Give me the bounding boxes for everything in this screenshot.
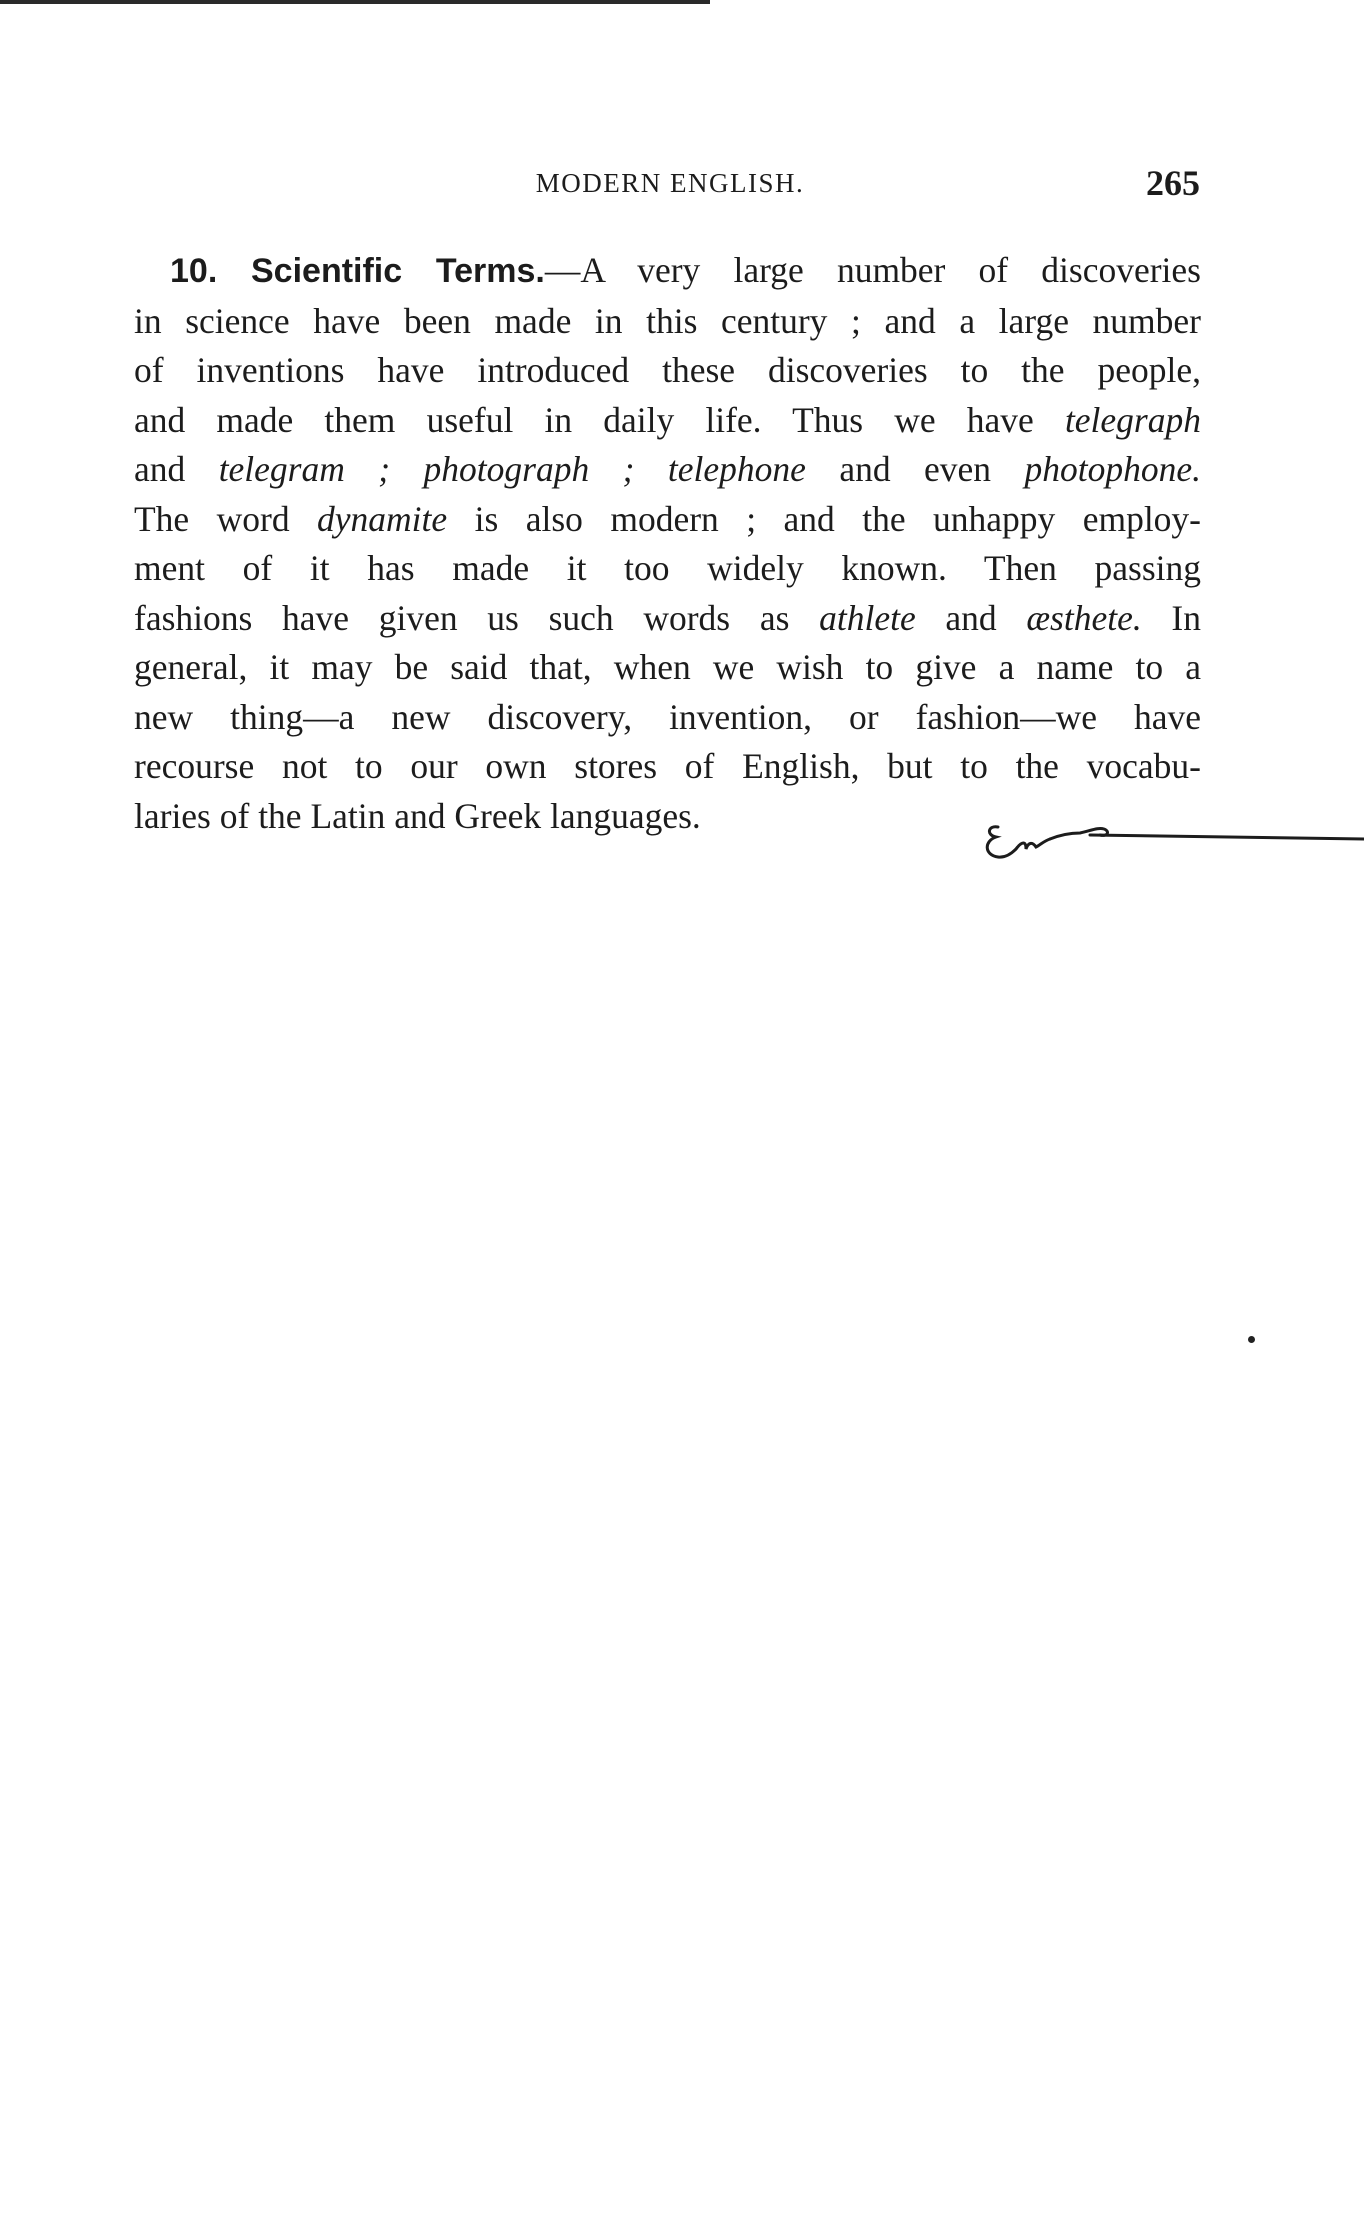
paragraph-line-8 [134, 594, 1201, 644]
paragraph-line-4 [134, 396, 1201, 446]
paragraph-line-2 [134, 297, 1201, 347]
page-header [140, 163, 1200, 208]
section-paragraph [134, 246, 1201, 841]
line-text: In [1141, 597, 1202, 638]
paragraph-line-10 [134, 693, 1201, 743]
line-text: laries of the Latin and Greek languages. [134, 795, 701, 836]
section-heading: 10. Scientific Terms. [170, 252, 545, 290]
line-text: —A very large number of discoveries [544, 250, 1201, 290]
italic-term-dynamite: dynamite [317, 498, 448, 539]
italic-terms-telegram-photograph-telephone: telegram ; photograph ; telephone [218, 449, 806, 489]
top-edge-rule [0, 0, 710, 4]
paragraph-line-6 [134, 495, 1201, 545]
line-text: is also modern ; and the unhappy employ- [447, 498, 1202, 539]
italic-term-athlete: athlete [819, 597, 916, 638]
line-text: and even [805, 449, 1025, 489]
line-text: new thing—a new discovery, invention, or fashion—we have [134, 696, 1201, 737]
ink-speck [1248, 1336, 1255, 1343]
line-text: and [915, 597, 1027, 638]
paragraph-line-3 [134, 346, 1201, 396]
paragraph-line-1 [134, 246, 1201, 297]
paragraph-line-11 [134, 742, 1201, 792]
running-head: MODERN ENGLISH. [535, 168, 805, 198]
handwritten-flourish [980, 805, 1364, 875]
line-text: recourse not to our own stores of English, but to the vocabu- [134, 746, 1201, 786]
line-text: general, it may be said that, when we wish to give a name to a [134, 647, 1201, 687]
line-text: and [134, 449, 219, 489]
line-text: The word [134, 498, 318, 539]
line-text: fashions have given us such words as [134, 597, 820, 638]
line-text: and made them useful in daily life. Thus we have [134, 399, 1065, 440]
page-number: 265 [1146, 163, 1200, 203]
line-text: ment of it has made it too widely known. Then passing [134, 548, 1201, 588]
italic-term-aesthete: æsthete. [1026, 597, 1142, 638]
paragraph-line-7 [134, 544, 1201, 594]
line-text: of inventions have introduced these discoveries to the people, [134, 350, 1201, 390]
paragraph-line-9 [134, 643, 1201, 693]
line-text: in science have been made in this century ; and a large number [134, 300, 1201, 341]
italic-term-photophone: photophone. [1024, 449, 1201, 489]
italic-term-telegraph: telegraph [1064, 399, 1201, 440]
paragraph-line-5 [134, 445, 1201, 495]
